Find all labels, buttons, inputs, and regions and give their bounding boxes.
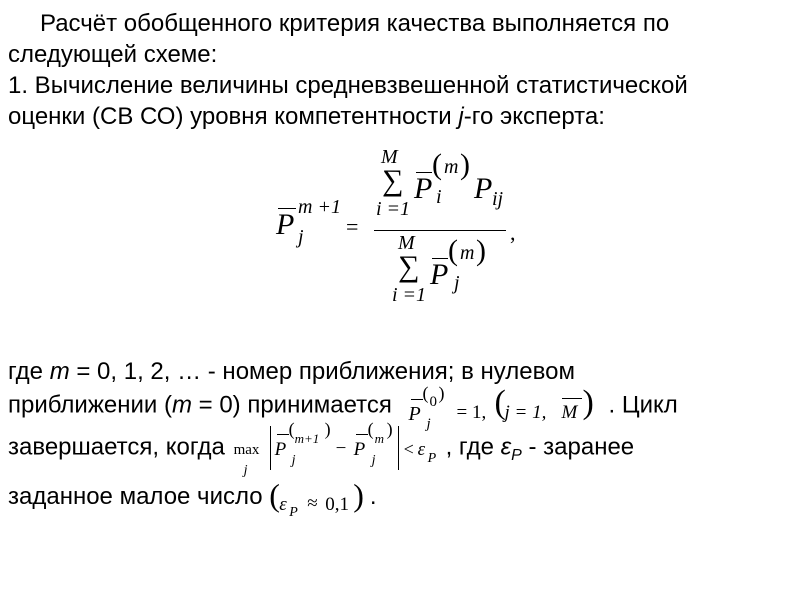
explanation-paragraph xyxy=(8,355,788,520)
intro-paragraph xyxy=(8,8,788,132)
weighted-estimate-formula: P m +1 j = M ∑ i =1 P ( m ) i P ij , M ∑ i =1 P ( m ) j xyxy=(276,146,516,306)
epsilon-value-math: ( ε P ≈ 0,1 ) xyxy=(269,476,364,520)
stop-condition-math: max j P ( m+1 ) j − P ( m ) j < ε P xyxy=(233,419,437,478)
abs-bar-right xyxy=(398,426,399,470)
rest-line-4: заданное малое число ( ε P ≈ 0,1 ) . xyxy=(8,476,377,520)
fraction-bar xyxy=(374,230,506,231)
abs-bar-left xyxy=(270,426,271,470)
intro-line-3: 1. Вычисление величины средневзвешенной статистической xyxy=(8,72,688,99)
rest-line-1: где m = 0, 1, 2, … - номер приближения; в нулевом xyxy=(8,358,575,385)
intro-line-1: Расчёт обобщенного критерия качества выполняется по xyxy=(40,10,670,37)
intro-line-4: оценки (СВ СО) уровня компетентности j-го эксперта: xyxy=(8,103,605,130)
rest-line-3: завершается, когда max j P ( m+1 ) j − P ( m ) j < ε P , где $\varepsilon_P$ - заранее xyxy=(8,419,635,478)
rest-line-2: приближении (m = 0) принимается P ( 0 ) j = 1, ( j = 1, M ) . Цикл xyxy=(8,383,678,432)
intro-line-2: следующей схеме: xyxy=(8,41,218,68)
initial-approximation-math: P ( 0 ) j = 1, ( j = 1, M ) xyxy=(408,383,594,432)
